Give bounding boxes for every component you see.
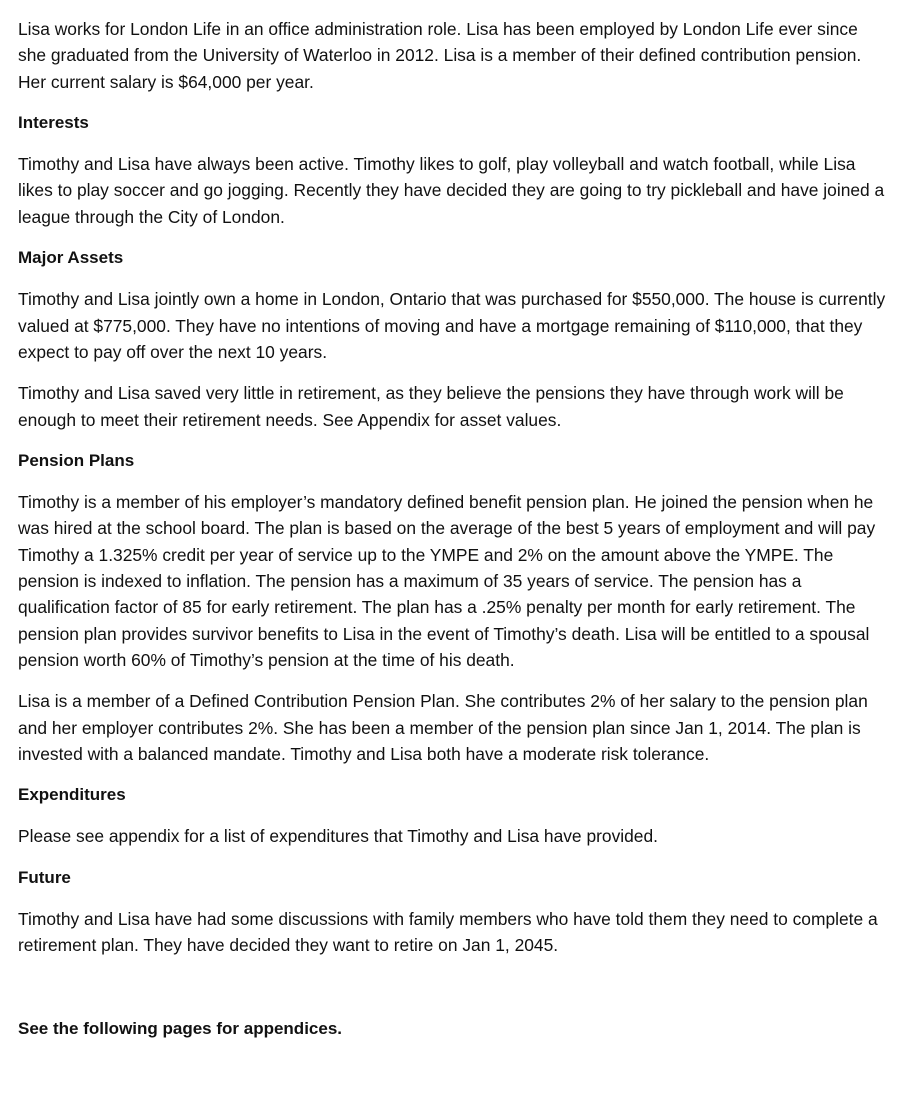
document-page [18,16,886,1057]
blank-space [18,974,886,1016]
intro-paragraph: Lisa works for London Life in an office administration role. Lisa has been employed by London Life ever since she graduated from the University of Waterloo in 2012. Lisa is a member of their defined contribution pension. Her current salary is $64,000 per year. [18,19,862,92]
major-assets-paragraph-2: Timothy and Lisa saved very little in retirement, as they believe the pensions they have through work will be enough to meet their retirement needs. See Appendix for asset values. [18,383,844,430]
pension-plans-paragraph-2: Lisa is a member of a Defined Contribution Pension Plan. She contributes 2% of her salary to the pension plan and her employer contributes 2%. She has been a member of the pension plan since Jan 1, 2014. The plan is invested with a balanced mandate. Timothy and Lisa both have a moderate risk tolerance. [18,691,868,764]
future-heading: Future [18,867,71,887]
interests-paragraph: Timothy and Lisa have always been active. Timothy likes to golf, play volleyball and watch football, while Lisa likes to play soccer and go jogging. Recently they have decided they are going to try pickleball and have joined a league through the City of London. [18,154,885,227]
interests-heading: Interests [18,112,89,132]
future-paragraph: Timothy and Lisa have had some discussions with family members who have told them they need to complete a retirement plan. They have decided they want to retire on Jan 1, 2045. [18,909,878,956]
pension-plans-heading: Pension Plans [18,450,135,470]
major-assets-heading: Major Assets [18,248,124,268]
pension-plans-paragraph-1: Timothy is a member of his employer’s mandatory defined benefit pension plan. He joined the pension when he was hired at the school board. The plan is based on the average of the best 5 years of employment and will pay Timothy a 1.325% credit per year of service up to the YMPE and 2% on the amount above the YMPE. The pension is indexed to inflation. The pension has a maximum of 35 years of service. The pension has a qualification factor of 85 for early retirement. The plan has a .25% penalty per month for early retirement. The pension plan provides survivor benefits to Lisa in the event of Timothy’s death. Lisa will be entitled to a spousal pension worth 60% of Timothy’s pension at the time of his death. [18,492,876,670]
expenditures-heading: Expenditures [18,785,126,805]
major-assets-paragraph-1: Timothy and Lisa jointly own a home in London, Ontario that was purchased for $550,000. The house is currently valued at $775,000. They have no intentions of moving and have a mortgage remaining of $110,000, that they expect to pay off over the next 10 years. [18,289,886,362]
expenditures-paragraph: Please see appendix for a list of expenditures that Timothy and Lisa have provided. [18,826,658,847]
appendices-note: See the following pages for appendices. [18,1018,343,1038]
